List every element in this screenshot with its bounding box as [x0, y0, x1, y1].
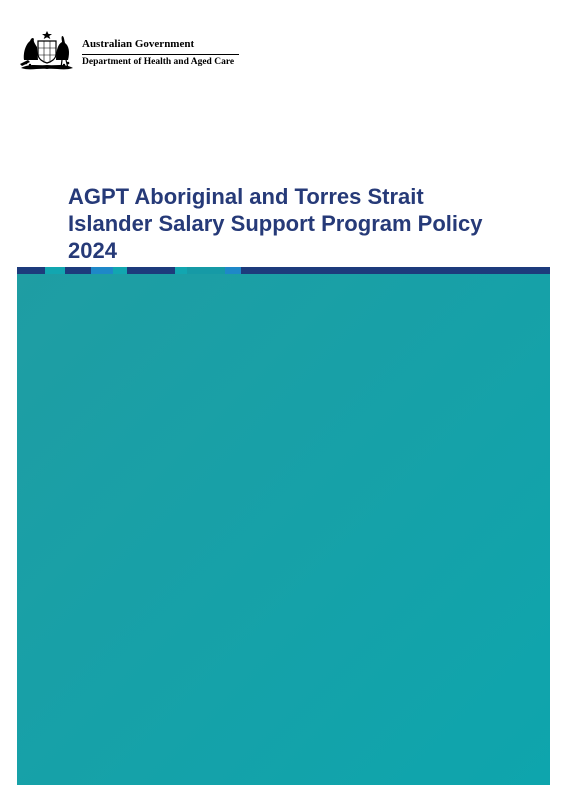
- logo-divider: [82, 54, 239, 55]
- title-line-3: 2024: [68, 238, 117, 263]
- government-name: Australian Government: [82, 38, 195, 50]
- stripe-segment: [175, 267, 187, 274]
- stripe-segment: [91, 267, 113, 274]
- decorative-stripe: [17, 267, 550, 274]
- stripe-segment: [113, 267, 127, 274]
- coat-of-arms-icon: [18, 30, 76, 72]
- title-line-1: AGPT Aboriginal and Torres Strait: [68, 184, 424, 209]
- government-logo: [18, 30, 248, 74]
- title-line-2: Islander Salary Support Program Policy: [68, 211, 483, 236]
- stripe-segment: [225, 267, 241, 274]
- stripe-segment: [187, 267, 225, 274]
- stripe-segment: [45, 267, 65, 274]
- department-name: Department of Health and Aged Care: [82, 57, 235, 67]
- cover-panel: [17, 274, 550, 785]
- document-title: [68, 183, 528, 264]
